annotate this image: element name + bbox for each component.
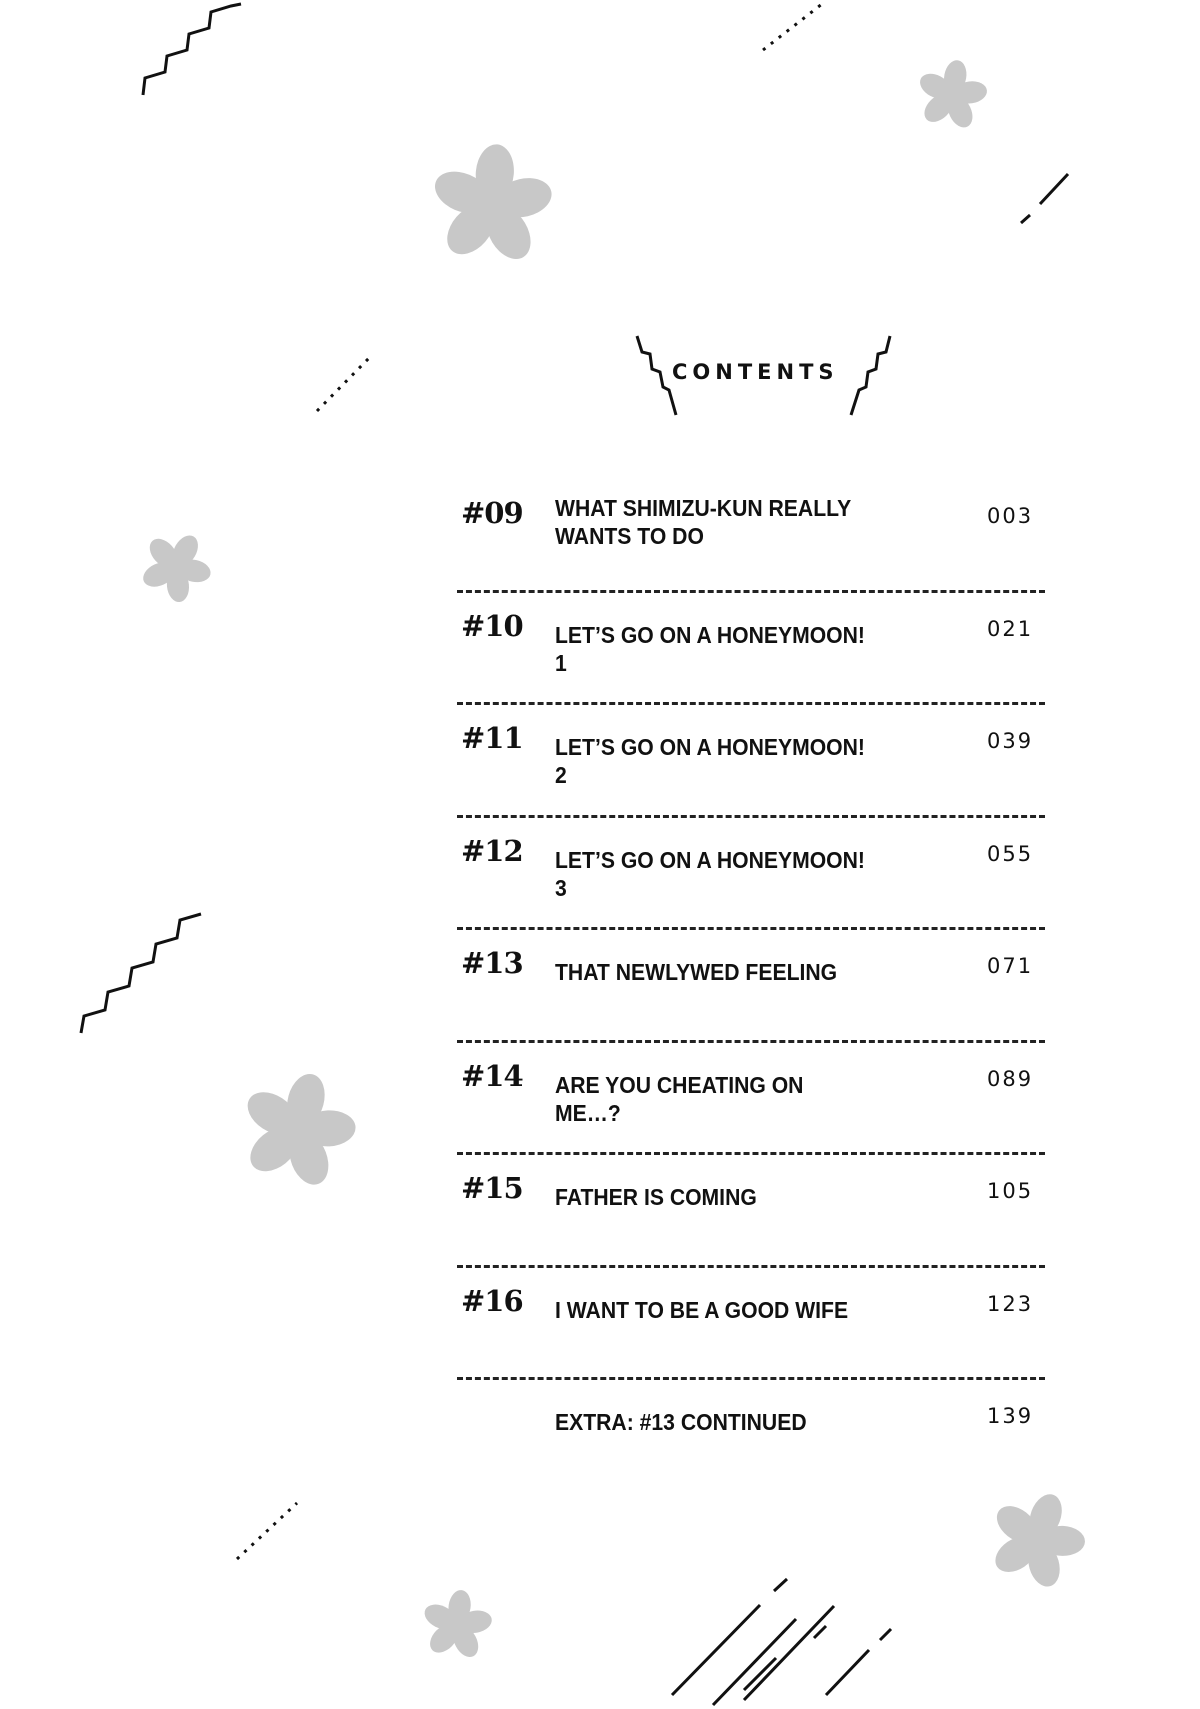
chapter-number: #11 — [461, 721, 523, 755]
chapter-number: #13 — [461, 946, 523, 980]
toc-entry[interactable] — [457, 593, 1045, 706]
chapter-number: #16 — [461, 1283, 523, 1318]
flower-icon — [225, 1059, 371, 1201]
page-number: 055 — [987, 841, 1034, 866]
flower-icon — [127, 518, 226, 616]
page-number: 105 — [987, 1179, 1034, 1203]
toc-entry[interactable] — [457, 1268, 1045, 1381]
chapter-title: THAT NEWLYWED FEELING — [555, 959, 838, 985]
chapter-number: #12 — [461, 833, 523, 868]
flower-icon — [416, 1585, 499, 1665]
squiggle-right-icon — [851, 336, 890, 415]
diagonal-lines-icon — [672, 1579, 891, 1705]
toc-entry[interactable] — [457, 818, 1045, 931]
zigzag-icon — [81, 914, 201, 1033]
toc-entry[interactable] — [457, 705, 1045, 818]
chapter-number: #09 — [461, 496, 523, 530]
squiggle-left-icon — [637, 336, 676, 415]
zigzag-icon — [143, 4, 241, 95]
contents-heading: CONTENTS — [672, 360, 839, 384]
chapter-title: WHAT SHIMIZU-KUN REALLY WANTS TO DO — [555, 495, 851, 549]
chapter-title: EXTRA: #13 CONTINUED — [555, 1409, 807, 1435]
page-number: 139 — [987, 1404, 1034, 1428]
chapter-title: LET’S GO ON A HONEYMOON! 2 — [555, 734, 865, 788]
dotted-line-icon — [237, 1503, 297, 1559]
page-number: 089 — [987, 1066, 1034, 1091]
table-of-contents — [457, 480, 1045, 1493]
chapter-number: #10 — [461, 608, 523, 643]
chapter-title: ARE YOU CHEATING ON ME…? — [555, 1071, 804, 1126]
toc-entry[interactable] — [457, 1155, 1045, 1268]
dash-line-icon — [1021, 174, 1068, 223]
toc-entry-extra[interactable] — [457, 1380, 1045, 1493]
page-number: 003 — [987, 504, 1034, 528]
toc-entry[interactable] — [457, 930, 1045, 1043]
flower-icon — [910, 54, 995, 136]
toc-entry[interactable] — [457, 1043, 1045, 1156]
page-number: 021 — [987, 616, 1034, 641]
chapter-title: LET’S GO ON A HONEYMOON! 1 — [555, 621, 865, 676]
chapter-title: LET’S GO ON A HONEYMOON! 3 — [555, 846, 865, 901]
page-number: 039 — [987, 729, 1034, 753]
page-number: 123 — [987, 1291, 1034, 1316]
dotted-line-icon — [317, 355, 372, 411]
page-number: 071 — [987, 954, 1034, 978]
chapter-number: #15 — [461, 1171, 523, 1205]
dotted-line-icon — [763, 4, 822, 50]
flower-icon — [423, 139, 560, 271]
chapter-title: I WANT TO BE A GOOD WIFE — [555, 1296, 849, 1323]
chapter-title: FATHER IS COMING — [555, 1184, 757, 1210]
chapter-number: #14 — [461, 1058, 523, 1093]
flower-icon — [973, 1478, 1100, 1602]
toc-entry[interactable] — [457, 480, 1045, 593]
